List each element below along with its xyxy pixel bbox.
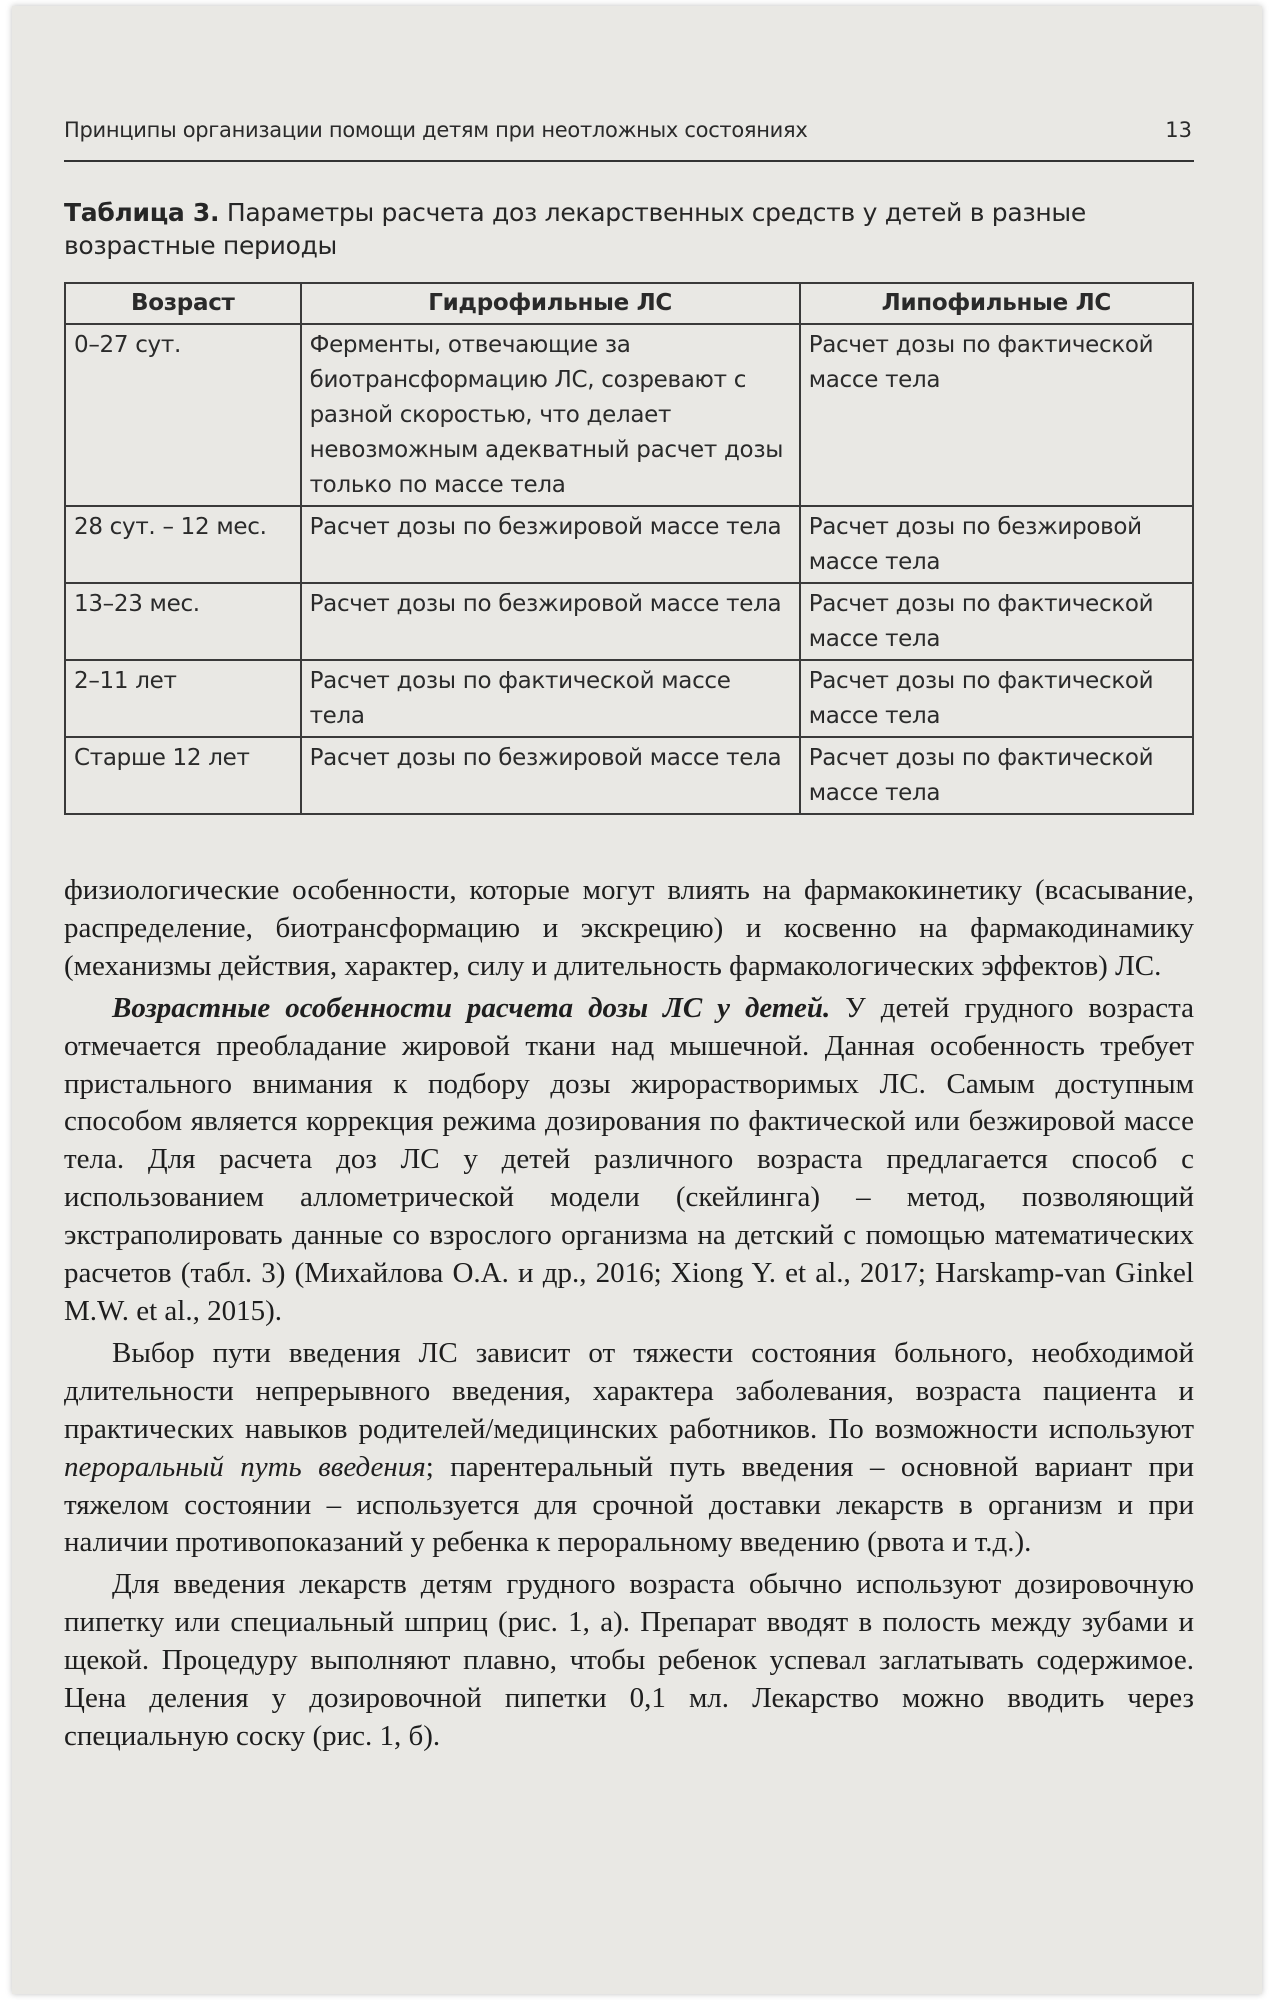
table-header-row <box>65 283 1193 324</box>
paragraph-dose-calculation <box>64 990 1194 1331</box>
running-header <box>64 112 1194 162</box>
body-text <box>64 872 1194 1756</box>
cell-hydrophilic: Ферменты, отвечающие за биотрансформацию ЛС, созревают с разной скоростью, что делает невозможным адекватный расчет дозы только по массе тела <box>301 324 800 506</box>
cell-hydrophilic: Расчет дозы по безжировой массе тела <box>301 583 800 660</box>
table-row <box>65 660 1193 737</box>
cell-hydrophilic: Расчет дозы по фактической массе тела <box>301 660 800 737</box>
cell-hydrophilic: Расчет дозы по безжировой массе тела <box>301 737 800 814</box>
cell-age: Старше 12 лет <box>65 737 301 814</box>
cell-lipophilic: Расчет дозы по фактической массе тела <box>800 737 1193 814</box>
paragraph-continuation: физиологические особенности, которые могут влиять на фармакокинетику (всасывание, распределение, биотрансформацию и экскрецию) и косвенно на фармакодинамику (механизмы действия, характер, силу и длительность фармакологических эффектов) ЛС. <box>64 874 1194 982</box>
table-row <box>65 506 1193 583</box>
paragraph-italic-term: пероральный путь введения <box>64 1450 426 1483</box>
cell-hydrophilic: Расчет дозы по безжировой массе тела <box>301 506 800 583</box>
cell-age: 2–11 лет <box>65 660 301 737</box>
paragraph-text: ; парентеральный путь введения – основной вариант при тяжелом состоянии – используется для срочной доставки лекарств в организм и при наличии противопоказаний у ребенка к пероральному введению (рвота и т.д.). <box>64 1450 1194 1559</box>
running-title: Принципы организации помощи детям при неотложных состояниях <box>64 118 808 142</box>
cell-age: 13–23 мес. <box>65 583 301 660</box>
table-caption-label: Таблица 3. <box>64 198 220 227</box>
cell-lipophilic: Расчет дозы по безжировой массе тела <box>800 506 1193 583</box>
column-header-lipophilic: Липофильные ЛС <box>800 283 1193 324</box>
table-row <box>65 583 1193 660</box>
cell-lipophilic: Расчет дозы по фактической массе тела <box>800 583 1193 660</box>
book-page <box>12 6 1262 1994</box>
cell-age: 28 сут. – 12 мес. <box>65 506 301 583</box>
cell-lipophilic: Расчет дозы по фактической массе тела <box>800 324 1193 506</box>
paragraph-text: У детей грудного возраста отмечается преобладание жировой ткани над мышечной. Данная особенность требует пристального внимания к подбору дозы жирорастворимых ЛС. Самым доступным способом является коррекция режима дозирования по фактической или безжировой массе тела. Для расчета доз ЛС у детей различного возраста предлагается способ с использованием аллометрической модели (скейлинга) – метод, позволяющий экстраполировать данные со взрослого организма на детский с помощью математических расчетов (табл. 3) (Михайлова О.А. и др., 2016; Xiong Y. et al., 2017; Harskamp-van Ginkel M.W. et al., 2015). <box>64 991 1195 1327</box>
column-header-age: Возраст <box>65 283 301 324</box>
paragraph-route-choice <box>64 1335 1194 1562</box>
paragraph-text: Выбор пути введения ЛС зависит от тяжести состояния больного, необходимой длительности непрерывного введения, характера заболевания, возраста пациента и практических навыков родителей/медицинских работников. По возможности используют <box>64 1336 1194 1445</box>
table-caption <box>64 196 1194 262</box>
paragraph-infant-administration: Для введения лекарств детям грудного возраста обычно используют дозировочную пипетку или специальный шприц (рис. 1, а). Препарат вводят в полость между зубами и щекой. Процедуру выполняют плавно, чтобы ребенок успевал заглатывать содержимое. Цена деления у дозировочной пипетки 0,1 мл. Лекарство можно вводить через специальную соску (рис. 1, б). <box>64 1568 1194 1752</box>
table-row <box>65 324 1193 506</box>
table-caption-text: Параметры расчета доз лекарственных средств у детей в разные возрастные периоды <box>64 198 1086 260</box>
page-number: 13 <box>1165 118 1192 142</box>
cell-lipophilic: Расчет дозы по фактической массе тела <box>800 660 1193 737</box>
cell-age: 0–27 сут. <box>65 324 301 506</box>
column-header-hydrophilic: Гидрофильные ЛС <box>301 283 800 324</box>
dose-parameters-table <box>64 282 1194 815</box>
paragraph-run-in-heading: Возрастные особенности расчета дозы ЛС у детей. <box>112 991 831 1024</box>
table-row <box>65 737 1193 814</box>
